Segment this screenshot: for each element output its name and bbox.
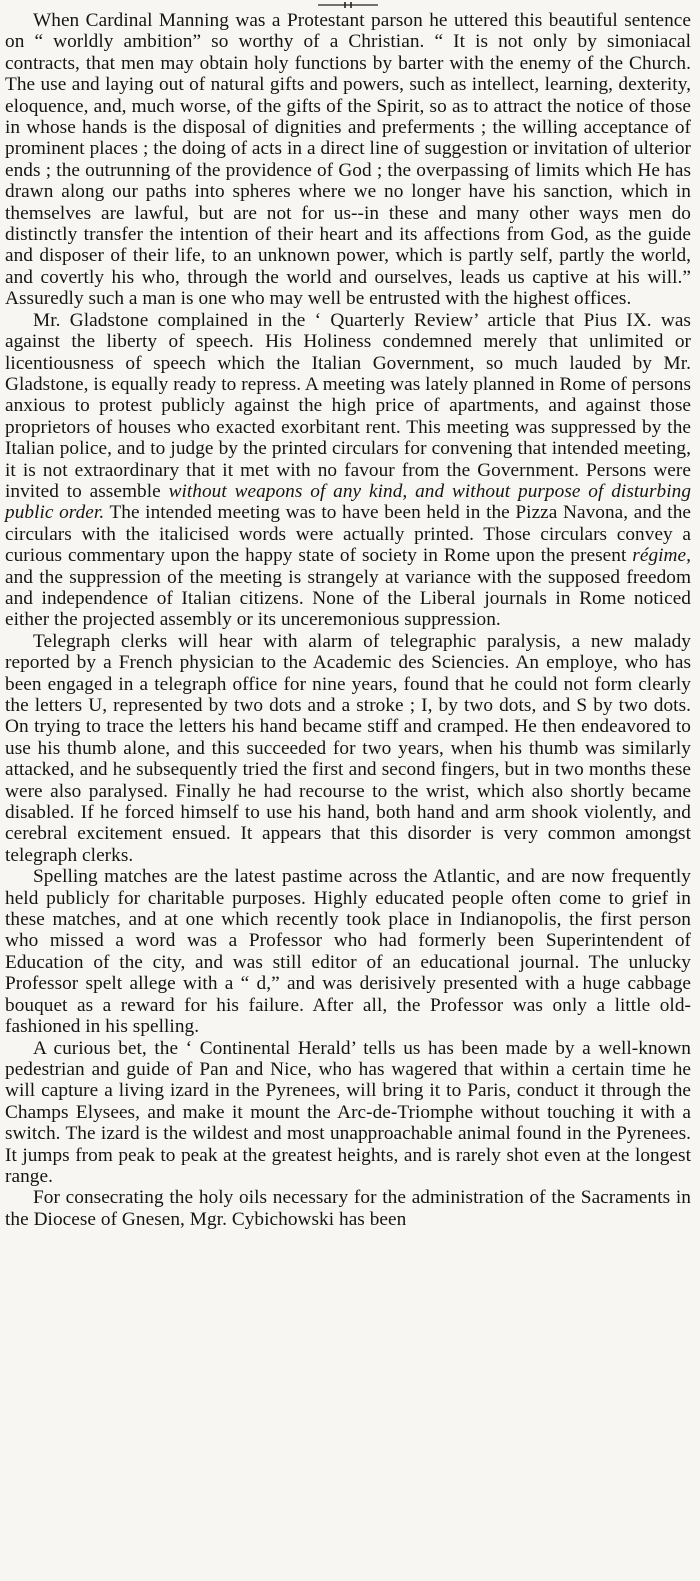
paragraph-text: Mr. Gladstone complained in the ‘ Quarterly Review’ article that Pius IX. was against the liberty of speech. His Holiness condemned merely that unlimited or licentiousness of speech which the Italian Government, so much lauded by Mr. Gladstone, is equally ready to repress. A meeting was lately planned in Rome of persons anxious to protest publicly against the high price of apartments, and against those proprietors of houses who exacted exorbitant rent. This meeting was suppressed by the Italian police, and to judge by the printed circulars for convening that intended meeting, it is not extraordinary that it met with no favour from the Government. Persons were invited to assemble	[5, 309, 691, 502]
section-divider	[5, 0, 691, 10]
paragraph-izard-bet: A curious bet, the ‘ Continental Herald’ tells us has been made by a well-known pedestrian and guide of Pan and Nice, who has wagered that within a certain time he will capture a living izard in the Pyrenees, will bring it to Paris, conduct it through the Champs Elysees, and make it mount the Arc-de-Triomphe without touching it with a switch. The izard is the wildest and most unapproachable animal found in the Pyrenees. It jumps from peak to peak at the greatest heights, and is rarely shot even at the longest range.	[5, 1037, 691, 1187]
italic-word: régime,	[632, 545, 691, 567]
paragraph-text: The intended meeting was to have been held in the Pizza Navona, and the circulars with the italicised words were actually printed. Those circulars convey a curious commentary upon the happy state of society in Rome upon the present	[5, 502, 691, 567]
paragraph-text: and the suppression of the meeting is strangely at variance with the supposed freedom and independence of Italian citizens. None of the Liberal journals in Rome noticed either the projected assembly or its unceremonious suppression.	[5, 566, 691, 631]
paragraph-cardinal-manning: When Cardinal Manning was a Protestant parson he uttered this beautiful sentence on “ worldly ambition” so worthy of a Christian. “ It is not only by simoniacal contracts, that men may obtain holy functions by barter with the enemy of the Church. The use and laying out of natural gifts and powers, such as intellect, learning, dexterity, eloquence, and, much worse, of the gifts of the Spirit, so as to attract the notice of those in whose hands is the disposal of dignities and preferments ; the willing acceptance of prominent places ; the doing of acts in a direct line of suggestion or invitation of ulterior ends ; the outrunning of the providence of God ; the overpassing of limits which He has drawn along our paths into spheres where we no longer have his sanction, which in themselves are lawful, but are not for us--in these and many other ways men do distinctly transfer the intention of their heart and its affections from God, as the guide and disposer of their life, to an unknown power, which is partly self, partly the world, and covertly his who, through the world and ourselves, leads us captive at his will.” Assuredly such a man is one who may well be entrusted with the highest offices.	[5, 10, 691, 310]
paragraph-gladstone-meeting	[5, 310, 691, 631]
italic-quote: without weapons of any kind, and without purpose of disturbing public order.	[5, 480, 692, 524]
paragraph-holy-oils: For consecrating the holy oils necessary for the administration of the Sacraments in the Diocese of Gnesen, Mgr. Cybichowski has been	[5, 1187, 691, 1230]
paragraph-spelling-matches: Spelling matches are the latest pastime across the Atlantic, and are now frequently held publicly for charitable purposes. Highly educated people often come to grief in these matches, and at one which recently took place in Indianopolis, the first person who missed a word was a Professor who had formerly been Superintendent of Education of the city, and was still editor of an educational journal. The unlucky Professor spelt allege with a “ d,” and was derisively presented with a huge cabbage bouquet as a reward for his failure. After all, the Professor was only a little old-fashioned in his spelling.	[5, 866, 691, 1038]
paragraph-telegraph-paralysis: Telegraph clerks will hear with alarm of telegraphic paralysis, a new malady reported by a French physician to the Academic des Sciencies. An employe, who has been engaged in a telegraph office for nine years, found that he could not form clearly the letters U, represented by two dots and a stroke ; I, by two dots, and S by two dots. On trying to trace the letters his hand became stiff and cramped. He then endeavored to use his thumb alone, and this succeeded for two years, when his thumb was similarly attacked, and he subsequently tried the first and second fingers, but in two months these were also paralysed. Finally he had recourse to the wrist, which also shortly became disabled. If he forced himself to use his hand, both hand and arm shook violently, and cerebral excitement ensued. It appears that this disorder is very common amongst telegraph clerks.	[5, 630, 691, 866]
ornamental-rule-icon	[318, 1, 378, 9]
